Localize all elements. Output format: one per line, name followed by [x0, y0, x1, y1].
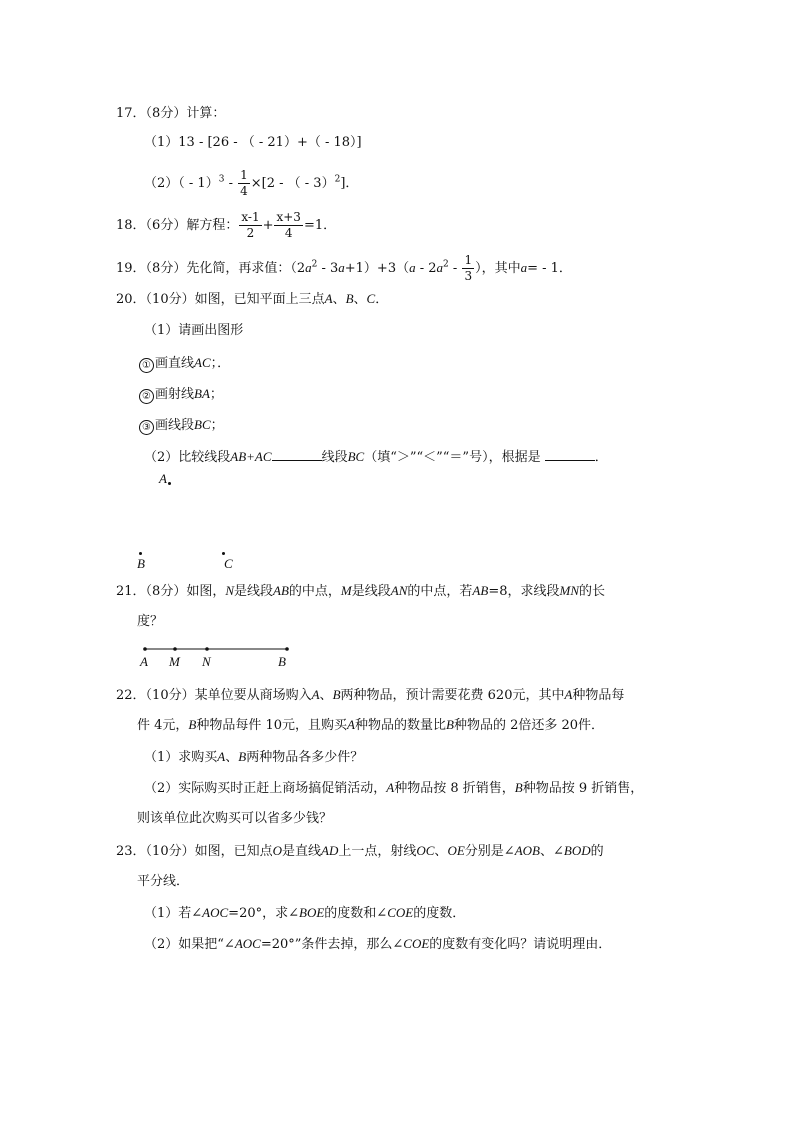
q22-part2-cont: 则该单位此次购买可以省多少钱？ — [137, 811, 333, 826]
q17-part1: （1）13 - [26 - （ - 21）+（ - 18）] — [144, 135, 362, 150]
point-a — [143, 647, 147, 651]
q21-line1: 21．（8分）如图，N是线段AB的中点，M是线段AN的中点，若AB=8，求线段MN的长 — [116, 583, 605, 599]
point-label-n: N — [202, 654, 211, 669]
point-label-a: A — [159, 471, 167, 486]
q23-part1: （1）若∠AOC=20°，求∠BOE的度数和∠COE的度数． — [144, 905, 466, 921]
q22-line2: 件 4元，B种物品每件 10元，且购买A种物品的数量比B种物品的 2倍还多 20件． — [137, 717, 605, 733]
q22-part1: （1）求购买A、B两种物品各多少件？ — [144, 749, 364, 765]
q20-step3: ③ 画线段BC； — [139, 416, 224, 435]
point-label-a: A — [140, 654, 148, 669]
point-b — [285, 647, 289, 651]
answer-blank-1 — [272, 447, 322, 461]
point-m — [173, 647, 177, 651]
fraction-one-quarter: $\frac{1}{4}$ — [240, 168, 248, 198]
point-label-b: B — [137, 556, 145, 571]
q23-line2: 平分线． — [137, 874, 190, 889]
q23-part2: （2）如果把“∠AOC=20°”条件去掉，那么∠COE的度数有变化吗？请说明理由． — [144, 936, 612, 952]
q20-part1: （1）请画出图形 — [144, 323, 244, 338]
fraction-x-minus-1: $\frac{x-1}{2}$ — [241, 210, 260, 240]
q20-heading: 20．（10分）如图，已知平面上三点A、B、C． — [116, 291, 389, 307]
point-label-b: B — [278, 654, 286, 669]
q20-part2: （2）比较线段AB+AC 线段BC（填“＞”“＜”“＝”号），根据是 ． — [144, 449, 608, 465]
point-label-m: M — [169, 654, 180, 669]
q17-heading: 17．（8分）计算： — [116, 106, 226, 121]
q19-expression: 19．（8分）先化简，再求值：$(2a^2 - 3a+1)+3(a - 2a^2$ - $\frac{1}{3}$ ），其中a= - 1． — [116, 253, 572, 283]
point-n — [205, 647, 209, 651]
segment-ab — [140, 644, 294, 654]
q21-line2: 度？ — [137, 614, 164, 629]
point-b — [139, 552, 142, 555]
q23-line1: 23．（10分）如图，已知点O是直线AD上一点，射线OC、OE分别是∠AOB、∠BOD的 — [116, 843, 604, 859]
point-c — [222, 552, 225, 555]
q20-step1: ① 画直线AC；． — [139, 354, 230, 373]
point-a — [168, 482, 171, 485]
answer-blank-2 — [545, 447, 595, 461]
q20-step2: ② 画射线BA； — [139, 385, 223, 404]
q17-part2: （2）（ - 1）$^3$ - $\frac{1}{4}$ ×[2 - （ - 3）$^2$]． — [144, 168, 359, 198]
q18-equation: 18．（6分）解方程： $\frac{x-1}{2}$ + $\frac{x+3}{4}$ =1． — [116, 210, 337, 240]
q22-line1: 22．（10分）某单位要从商场购入A、B两种物品，预计需要花费 620元，其中A种物品每 — [116, 687, 625, 703]
point-label-c: C — [224, 556, 233, 571]
fraction-one-third: $\frac{1}{3}$ — [464, 253, 473, 283]
fraction-x-plus-3: $\frac{x+3}{4}$ — [276, 210, 301, 240]
q22-part2: （2）实际购买时正赶上商场搞促销活动，A种物品按 8 折销售，B种物品按 9 折销售， — [144, 780, 644, 796]
